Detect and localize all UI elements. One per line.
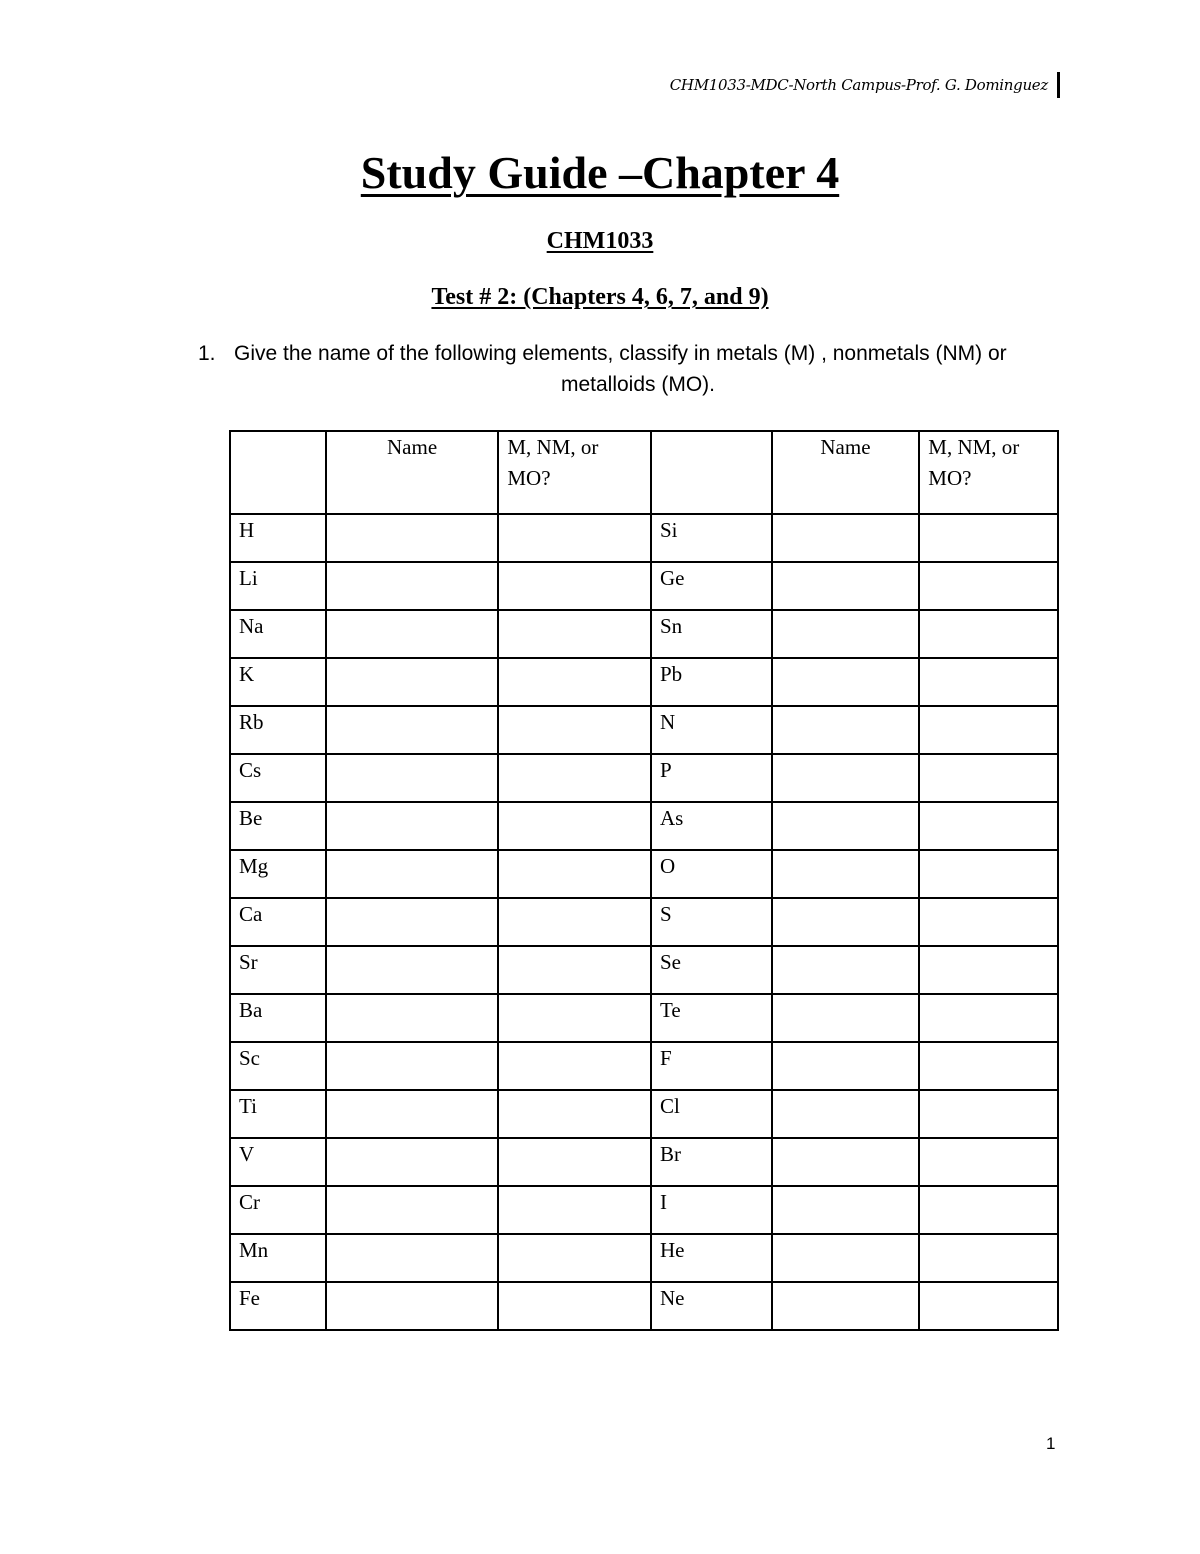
table-row <box>230 1282 1058 1330</box>
element-symbol-right: Ge <box>651 562 772 610</box>
element-name-answer-left[interactable] <box>326 850 499 898</box>
element-name-answer-right[interactable] <box>772 1042 920 1090</box>
element-name-answer-right[interactable] <box>772 946 920 994</box>
table-header-row <box>230 431 1058 514</box>
element-symbol-right: He <box>651 1234 772 1282</box>
element-class-answer-right[interactable] <box>919 898 1058 946</box>
element-class-answer-left[interactable] <box>498 1138 651 1186</box>
element-symbol-left: Cs <box>230 754 326 802</box>
table-row <box>230 1234 1058 1282</box>
element-symbol-right: Se <box>651 946 772 994</box>
element-name-answer-right[interactable] <box>772 994 920 1042</box>
element-class-answer-left[interactable] <box>498 562 651 610</box>
element-symbol-right: Br <box>651 1138 772 1186</box>
table-row <box>230 610 1058 658</box>
element-symbol-left: Sr <box>230 946 326 994</box>
element-class-answer-right[interactable] <box>919 514 1058 562</box>
element-symbol-left: H <box>230 514 326 562</box>
element-name-answer-right[interactable] <box>772 562 920 610</box>
element-class-answer-left[interactable] <box>498 1234 651 1282</box>
table-row <box>230 514 1058 562</box>
question-number: 1. <box>198 342 216 365</box>
element-symbol-left: K <box>230 658 326 706</box>
element-symbol-left: Ca <box>230 898 326 946</box>
element-class-answer-right[interactable] <box>919 754 1058 802</box>
header-cell-name-right: Name <box>772 431 920 514</box>
element-symbol-left: Mn <box>230 1234 326 1282</box>
table-row <box>230 658 1058 706</box>
element-class-answer-left[interactable] <box>498 1042 651 1090</box>
element-symbol-left: Li <box>230 562 326 610</box>
course-code: CHM1033 <box>546 228 654 254</box>
element-class-answer-left[interactable] <box>498 754 651 802</box>
element-name-answer-right[interactable] <box>772 802 920 850</box>
element-symbol-left: Na <box>230 610 326 658</box>
element-symbol-left: Sc <box>230 1042 326 1090</box>
element-symbol-left: Ba <box>230 994 326 1042</box>
table-row <box>230 946 1058 994</box>
element-symbol-right: N <box>651 706 772 754</box>
element-class-answer-left[interactable] <box>498 898 651 946</box>
element-symbol-right: Cl <box>651 1090 772 1138</box>
running-head: CHM1033-MDC-North Campus-Prof. G. Dominguez <box>669 76 1048 94</box>
element-name-answer-right[interactable] <box>772 1282 920 1330</box>
element-class-answer-left[interactable] <box>498 610 651 658</box>
element-symbol-right: Pb <box>651 658 772 706</box>
element-symbol-right: As <box>651 802 772 850</box>
header-cell-symbol-right <box>651 431 772 514</box>
page-title: Study Guide –Chapter 4 <box>360 147 840 198</box>
element-name-answer-left[interactable] <box>326 1186 499 1234</box>
element-class-answer-left[interactable] <box>498 514 651 562</box>
table-row <box>230 1138 1058 1186</box>
element-symbol-right: O <box>651 850 772 898</box>
table-row <box>230 898 1058 946</box>
element-name-answer-right[interactable] <box>772 1234 920 1282</box>
header-cell-class-left: M, NM, or MO? <box>498 431 651 514</box>
element-symbol-right: I <box>651 1186 772 1234</box>
element-name-answer-right[interactable] <box>772 1186 920 1234</box>
element-symbol-left: Cr <box>230 1186 326 1234</box>
element-symbol-right: Te <box>651 994 772 1042</box>
elements-table <box>229 430 1059 1331</box>
element-class-answer-right[interactable] <box>919 994 1058 1042</box>
element-class-answer-right[interactable] <box>919 658 1058 706</box>
element-name-answer-left[interactable] <box>326 658 499 706</box>
element-symbol-left: Fe <box>230 1282 326 1330</box>
element-class-answer-left[interactable] <box>498 994 651 1042</box>
element-name-answer-left[interactable] <box>326 1234 499 1282</box>
table-row <box>230 562 1058 610</box>
element-class-answer-right[interactable] <box>919 1042 1058 1090</box>
element-class-answer-left[interactable] <box>498 1282 651 1330</box>
element-name-answer-left[interactable] <box>326 994 499 1042</box>
element-class-answer-right[interactable] <box>919 1138 1058 1186</box>
element-symbol-right: Si <box>651 514 772 562</box>
question-text-line2: metalloids (MO). <box>560 373 716 396</box>
element-class-answer-right[interactable] <box>919 1282 1058 1330</box>
element-name-answer-right[interactable] <box>772 610 920 658</box>
element-class-answer-right[interactable] <box>919 802 1058 850</box>
element-symbol-right: Ne <box>651 1282 772 1330</box>
element-class-answer-left[interactable] <box>498 802 651 850</box>
header-cell-class-right: M, NM, or MO? <box>919 431 1058 514</box>
question-text-line1: Give the name of the following elements, classify in metals (M) , nonmetals (NM) or <box>234 342 1007 365</box>
table-row <box>230 706 1058 754</box>
element-name-answer-right[interactable] <box>772 658 920 706</box>
table-row <box>230 1042 1058 1090</box>
table-row <box>230 850 1058 898</box>
element-name-answer-left[interactable] <box>326 1138 499 1186</box>
element-name-answer-left[interactable] <box>326 1090 499 1138</box>
element-symbol-right: Sn <box>651 610 772 658</box>
element-class-answer-right[interactable] <box>919 850 1058 898</box>
element-name-answer-left[interactable] <box>326 754 499 802</box>
element-symbol-left: Mg <box>230 850 326 898</box>
header-cell-symbol-left <box>230 431 326 514</box>
element-class-answer-left[interactable] <box>498 946 651 994</box>
table-row <box>230 754 1058 802</box>
element-name-answer-left[interactable] <box>326 610 499 658</box>
element-name-answer-left[interactable] <box>326 802 499 850</box>
element-class-answer-left[interactable] <box>498 850 651 898</box>
element-name-answer-left[interactable] <box>326 1282 499 1330</box>
element-class-answer-right[interactable] <box>919 1090 1058 1138</box>
table-row <box>230 1090 1058 1138</box>
element-class-answer-left[interactable] <box>498 1090 651 1138</box>
test-line: Test # 2: (Chapters 4, 6, 7, and 9) <box>431 284 769 310</box>
element-symbol-left: Ti <box>230 1090 326 1138</box>
page-number: 1 <box>1046 1434 1056 1453</box>
element-class-answer-left[interactable] <box>498 658 651 706</box>
element-name-answer-left[interactable] <box>326 706 499 754</box>
element-symbol-right: S <box>651 898 772 946</box>
table-row <box>230 802 1058 850</box>
element-symbol-right: F <box>651 1042 772 1090</box>
element-name-answer-right[interactable] <box>772 1090 920 1138</box>
element-name-answer-right[interactable] <box>772 898 920 946</box>
element-class-answer-right[interactable] <box>919 706 1058 754</box>
table-row <box>230 1186 1058 1234</box>
element-symbol-left: Rb <box>230 706 326 754</box>
element-name-answer-right[interactable] <box>772 850 920 898</box>
element-symbol-right: P <box>651 754 772 802</box>
element-class-answer-right[interactable] <box>919 1234 1058 1282</box>
element-name-answer-left[interactable] <box>326 898 499 946</box>
element-name-answer-left[interactable] <box>326 946 499 994</box>
element-name-answer-right[interactable] <box>772 706 920 754</box>
element-name-answer-left[interactable] <box>326 514 499 562</box>
element-name-answer-right[interactable] <box>772 514 920 562</box>
header-cell-name-left: Name <box>326 431 499 514</box>
element-name-answer-right[interactable] <box>772 1138 920 1186</box>
element-class-answer-right[interactable] <box>919 610 1058 658</box>
element-class-answer-left[interactable] <box>498 706 651 754</box>
element-symbol-left: V <box>230 1138 326 1186</box>
element-class-answer-right[interactable] <box>919 562 1058 610</box>
header-divider <box>1057 72 1060 98</box>
element-symbol-left: Be <box>230 802 326 850</box>
table-row <box>230 994 1058 1042</box>
element-class-answer-left[interactable] <box>498 1186 651 1234</box>
element-class-answer-right[interactable] <box>919 1186 1058 1234</box>
element-name-answer-left[interactable] <box>326 1042 499 1090</box>
element-name-answer-right[interactable] <box>772 754 920 802</box>
element-class-answer-right[interactable] <box>919 946 1058 994</box>
element-name-answer-left[interactable] <box>326 562 499 610</box>
